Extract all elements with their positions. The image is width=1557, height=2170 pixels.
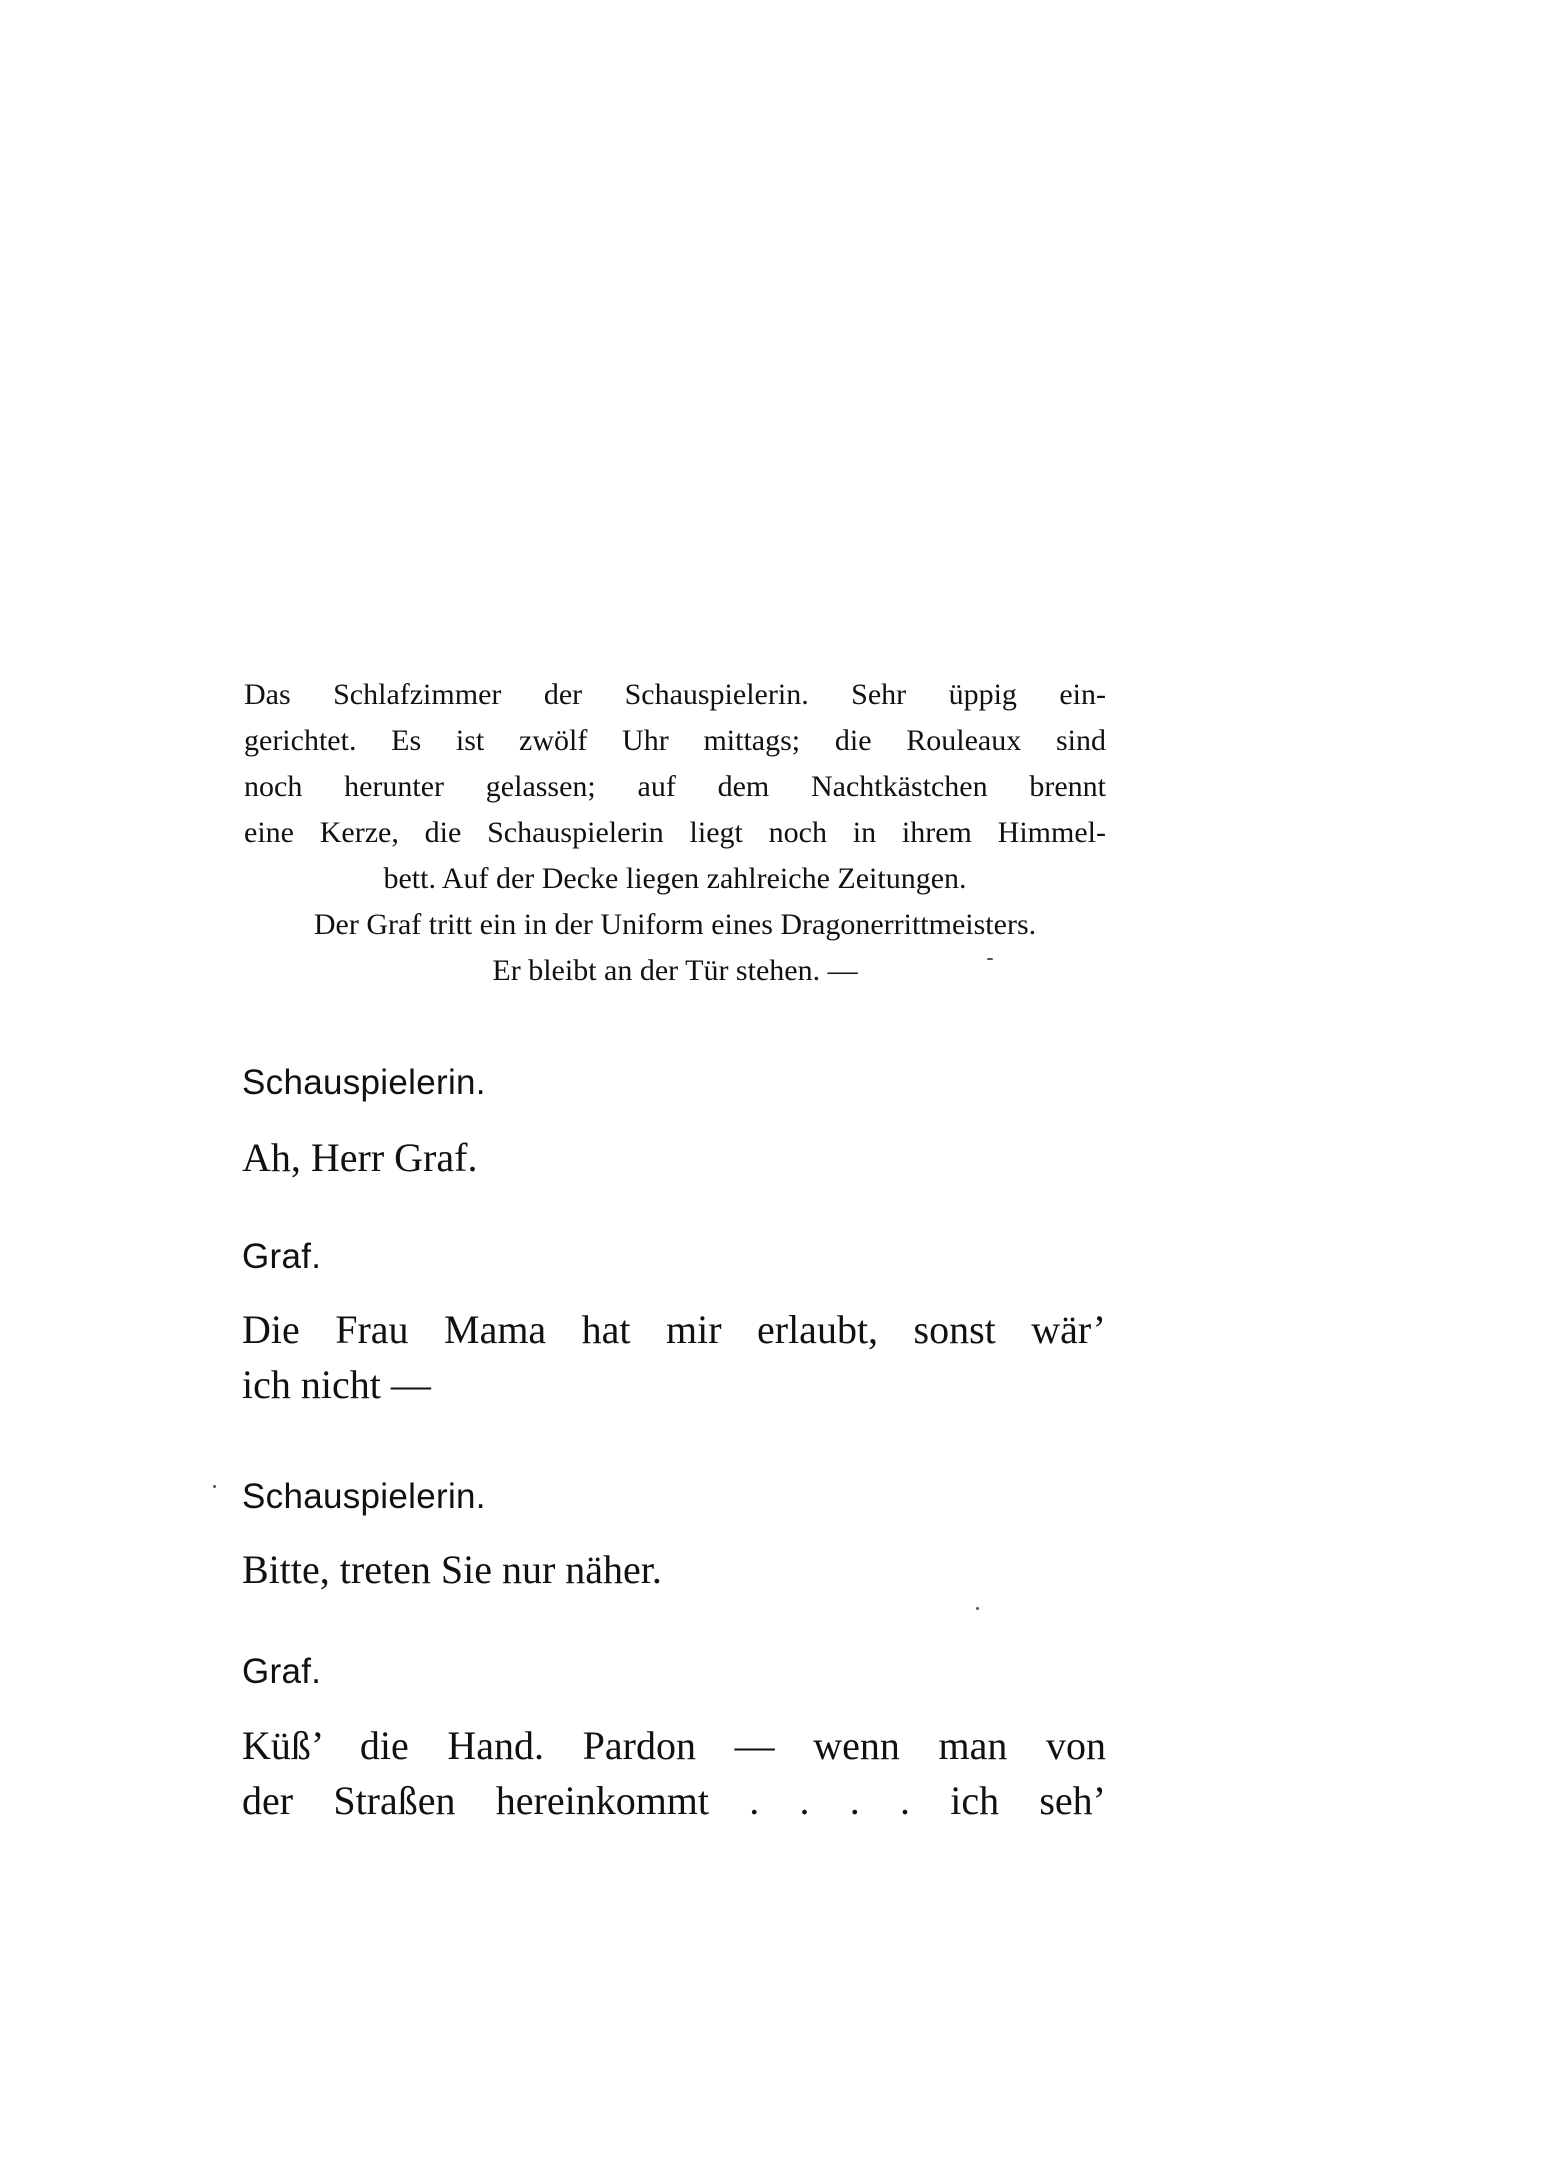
stage-direction-line: Der Graf tritt ein in der Uniform eines Dragonerrittmeisters. <box>313 908 1037 941</box>
stage-direction-line: gerichtet. Es ist zwölf Uhr mittags; die Rouleaux sind <box>244 724 1106 757</box>
speech-line: ich nicht — <box>242 1362 431 1407</box>
stage-direction-line: bett. Auf der Decke liegen zahlreiche Zeitungen. <box>383 862 967 895</box>
speaker-name: Schauspielerin. <box>242 1063 486 1102</box>
speech-line: Die Frau Mama hat mir erlaubt, sonst wär’ <box>242 1307 1106 1352</box>
speech-line: Bitte, treten Sie nur näher. <box>242 1547 662 1592</box>
speech-text <box>242 1718 1106 1828</box>
stage-direction-line: eine Kerze, die Schauspielerin liegt noch in ihrem Himmel- <box>244 816 1106 849</box>
stage-direction-line: noch herunter gelassen; auf dem Nachtkästchen brennt <box>244 770 1106 803</box>
scan-speck <box>213 1485 216 1488</box>
speech-text <box>242 1542 1106 1597</box>
speaker-name: Graf. <box>242 1652 322 1691</box>
stage-direction-line: Das Schlafzimmer der Schauspielerin. Sehr üppig ein- <box>244 678 1106 711</box>
scan-speck <box>987 958 993 960</box>
scan-speck <box>976 1607 979 1610</box>
speaker-name: Graf. <box>242 1237 322 1276</box>
speech-line: Küß’ die Hand. Pardon — wenn man von <box>242 1723 1106 1768</box>
speech-text <box>242 1130 1106 1185</box>
speaker-name: Schauspielerin. <box>242 1477 486 1516</box>
speech-line: der Straßen hereinkommt . . . . ich seh’ <box>242 1778 1106 1823</box>
speech-text <box>242 1302 1106 1412</box>
stage-direction <box>244 672 1106 994</box>
stage-direction-line: Er bleibt an der Tür stehen. — <box>492 954 858 987</box>
speech-line: Ah, Herr Graf. <box>242 1135 478 1180</box>
